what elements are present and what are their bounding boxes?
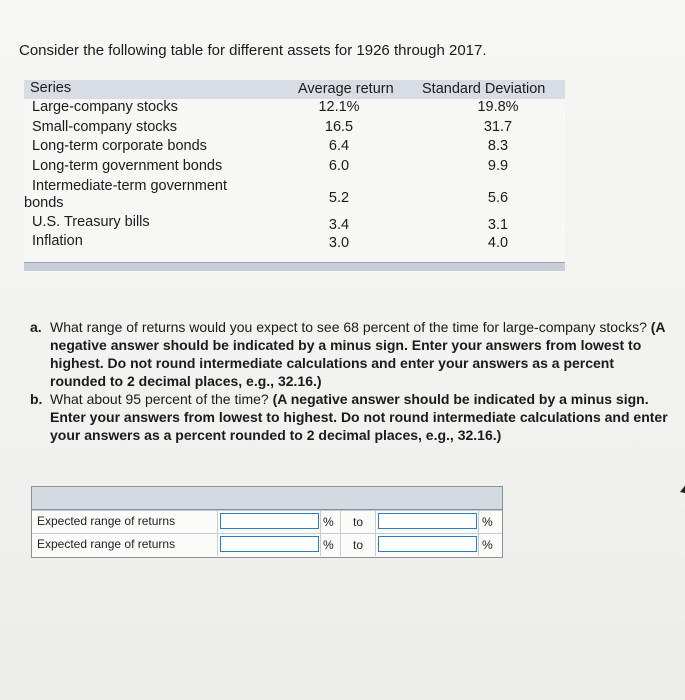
row-average: 16.5: [324, 119, 354, 135]
problem-title: Consider the following table for different assets for 1926 through 2017.: [19, 42, 487, 59]
range-high-input-68[interactable]: [378, 513, 477, 529]
percent-unit: %: [323, 515, 334, 529]
answer-table-header: [32, 487, 502, 510]
row-name: Large-company stocks: [32, 99, 178, 115]
row-name-continued: bonds: [24, 195, 64, 211]
question-b: [30, 390, 670, 444]
row-name: Intermediate-term government: [32, 178, 228, 194]
row-stddev: 9.9: [487, 158, 509, 174]
row-average: 3.4: [328, 217, 350, 233]
question-a-text: What range of returns would you expect to see 68 percent of the time for large-company stocks?: [50, 319, 647, 335]
header-series: Series: [30, 80, 72, 96]
questions: [30, 318, 670, 444]
percent-unit: %: [482, 515, 493, 529]
question-b-instructions: (A negative answer should be indicated by a minus sign. Enter your answers from lowest to highest. Do not round intermediate calculations and enter your answers as a percent rounded to 2 decimal places, e.g., 32.16.): [50, 391, 668, 443]
range-low-input-95[interactable]: [220, 536, 319, 552]
column-divider: [375, 534, 376, 556]
answer-row-label: Expected range of returns: [37, 537, 176, 551]
percent-unit: %: [482, 538, 493, 552]
column-divider: [478, 511, 479, 533]
row-stddev: 3.1: [487, 217, 509, 233]
column-divider: [340, 534, 341, 556]
column-divider: [340, 511, 341, 533]
to-label: to: [353, 515, 364, 529]
column-divider: [217, 511, 218, 533]
row-average: 6.4: [328, 138, 350, 154]
question-a-instructions: (A negative answer should be indicated by a minus sign. Enter your answers from lowest to highest. Do not round intermediate calculations and enter your answers as a percent rounded to 2 decimal places, e.g., 32.16.): [50, 319, 666, 389]
answer-row-68-percent: [32, 510, 502, 533]
row-average: 12.1%: [318, 99, 360, 115]
question-b-text: What about 95 percent of the time?: [50, 391, 269, 407]
to-label: to: [353, 538, 364, 552]
table-bottom-rule: [24, 262, 565, 271]
answer-row-95-percent: [32, 533, 502, 556]
question-a: [30, 318, 670, 390]
range-high-input-95[interactable]: [378, 536, 477, 552]
row-name: U.S. Treasury bills: [32, 214, 150, 230]
column-divider: [375, 511, 376, 533]
percent-unit: %: [323, 538, 334, 552]
row-stddev: 5.6: [487, 190, 509, 206]
row-stddev: 4.0: [487, 235, 509, 251]
column-divider: [320, 511, 321, 533]
row-stddev: 8.3: [487, 138, 509, 154]
question-a-label: a.: [30, 319, 42, 335]
row-average: 3.0: [328, 235, 350, 251]
row-stddev: 19.8%: [477, 99, 519, 115]
row-name: Long-term government bonds: [32, 158, 223, 174]
range-low-input-68[interactable]: [220, 513, 319, 529]
row-average: 5.2: [328, 190, 350, 206]
mouse-pointer-icon: [671, 485, 685, 500]
question-b-label: b.: [30, 391, 43, 407]
row-name: Long-term corporate bonds: [32, 138, 207, 154]
answer-table: [31, 486, 503, 558]
answer-row-label: Expected range of returns: [37, 514, 176, 528]
assets-table: [24, 80, 565, 272]
row-name: Inflation: [32, 233, 83, 249]
header-standard-deviation: Standard Deviation: [422, 81, 546, 97]
column-divider: [217, 534, 218, 556]
row-stddev: 31.7: [483, 119, 513, 135]
header-average-return: Average return: [298, 81, 394, 97]
row-name: Small-company stocks: [32, 119, 178, 135]
column-divider: [478, 534, 479, 556]
row-average: 6.0: [328, 158, 350, 174]
column-divider: [320, 534, 321, 556]
